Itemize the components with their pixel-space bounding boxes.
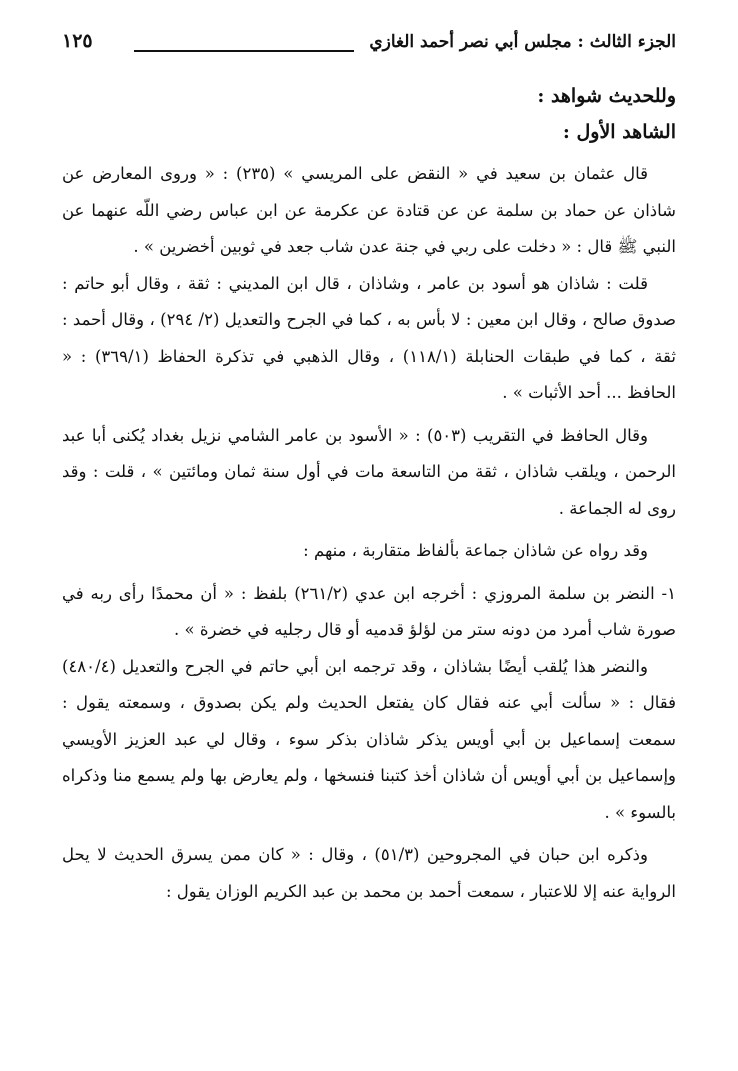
section-heading: وللحديث شواهد : <box>537 85 676 107</box>
paragraph: وذكره ابن حبان في المجروحين (٥١/٣) ، وقال : « كان ممن يسرق الحديث لا يحل الرواية عنه إلا للاعتبار ، سمعت أحمد بن محمد بن عبد الكريم الوزان يقول : <box>62 845 676 901</box>
running-title: الجزء الثالث : مجلس أبي نصر أحمد الغازي <box>369 32 676 52</box>
body-text <box>62 156 676 910</box>
paragraph: قال عثمان بن سعيد في « النقض على المريسي » (٢٣٥) : « وروى المعارض عن شاذان عن حماد بن سلمة عن عن قتادة عن عكرمة عن ابن عباس رضي اللّه عنهما عن النبي ﷺ قال : « دخلت على ربي في جنة عدن شاب جعد في ثوبين أخضرين » . <box>62 164 676 256</box>
book-page <box>62 28 676 1048</box>
subsection-heading: الشاهد الأول : <box>562 121 676 143</box>
paragraph: وقال الحافظ في التقريب (٥٠٣) : « الأسود بن عامر الشامي نزيل بغداد يُكنى أبا عبد الرحمن ، ويلقب شاذان ، ثقة من التاسعة مات في أول سنة ثمان ومائتين » ، قلت : وقد روى له الجماعة . <box>62 425 676 518</box>
list-item: ١- النضر بن سلمة المروزي : أخرجه ابن عدي (٢٦١/٢) بلفظ : « أن محمدًا رأى ربه في صورة شاب أمرد من دونه ستر من لؤلؤ قدميه أو قال رجليه في خضرة » . <box>62 583 676 639</box>
paragraph: والنضر هذا يُلقب أيضًا بشاذان ، وقد ترجمه ابن أبي حاتم في الجرح والتعديل (٤٨٠/٤) فقال : « سألت أبي عنه فقال كان يفتعل الحديث ولم يكن بصدوق ، وسمعته يقول : سمعت إسماعيل بن أبي أويس يذكر شاذان بذكر سوء ، وقال لي عبد العزيز الأويسي وإسماعيل بن أبي أويس أن شاذان أخذ كتبنا فنسخها ، ولم يعارض بها ولم يسمع منا وذكراه بالسوء » . <box>62 656 676 822</box>
page-number: ١٢٥ <box>62 30 93 52</box>
header-rule <box>134 50 354 52</box>
section-headings <box>62 78 676 150</box>
paragraph: قلت : شاذان هو أسود بن عامر ، وشاذان ، قال ابن المديني : ثقة ، وقال أبو حاتم : صدوق صالح ، وقال ابن معين : لا بأس به ، كما في الجرح والتعديل (٢/ ٢٩٤) ، وقال أحمد : ثقة ، كما في طبقات الحنابلة (١١٨/١) ، وقال الذهبي في تذكرة الحفاظ (٣٦٩/١) : « الحافظ ... أحد الأثبات » . <box>62 273 676 402</box>
running-head <box>62 28 676 62</box>
paragraph: وقد رواه عن شاذان جماعة بألفاظ متقاربة ، منهم : <box>303 541 648 560</box>
